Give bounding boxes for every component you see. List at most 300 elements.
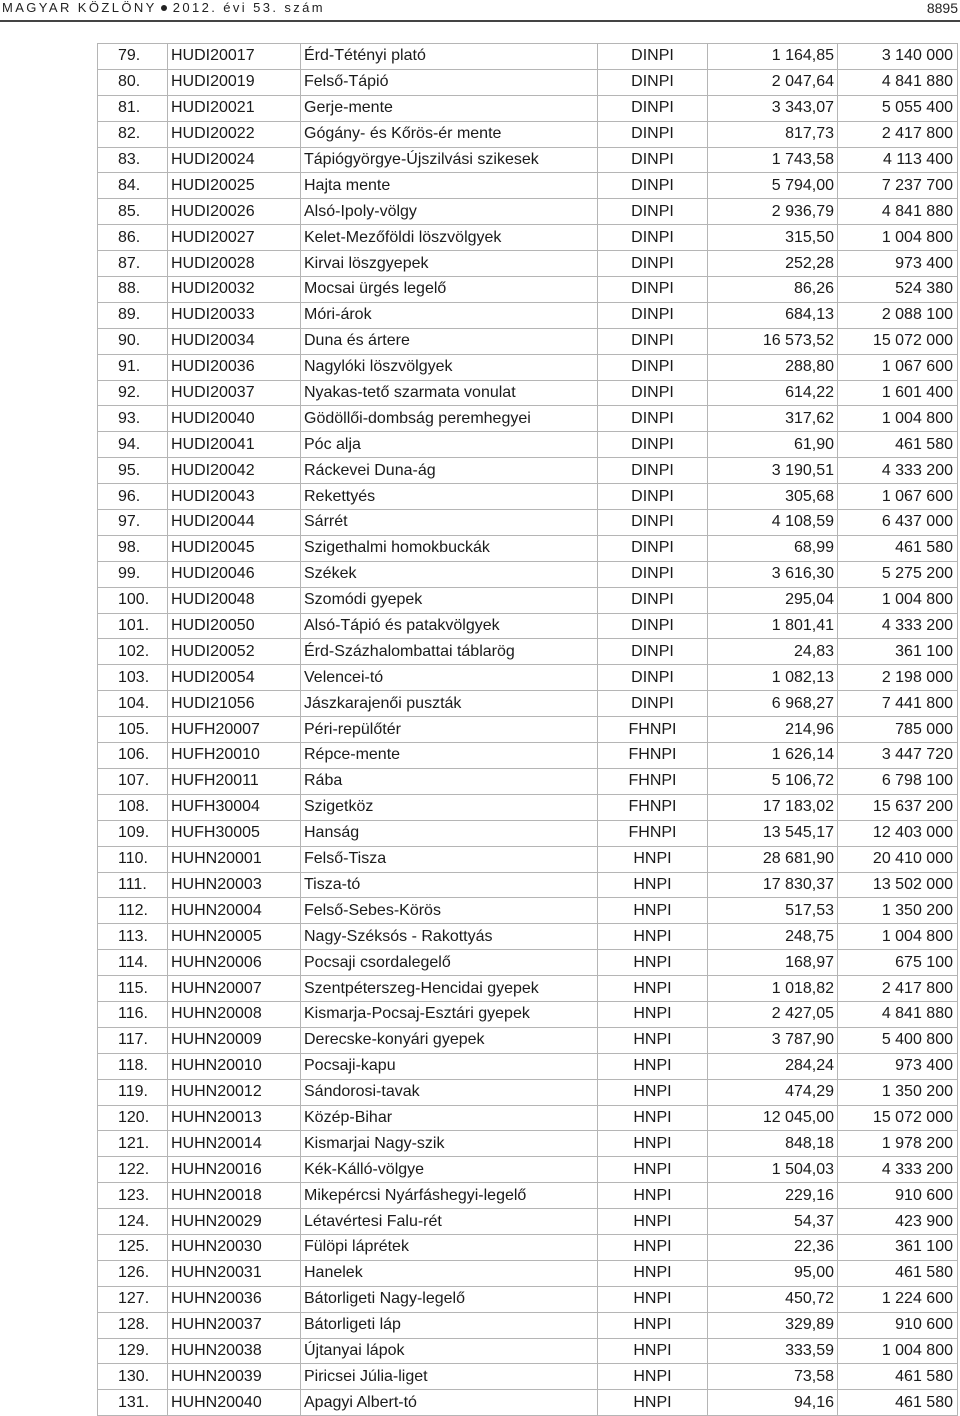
bullet-icon [161, 5, 167, 11]
area-value: 94,16 [708, 1390, 838, 1416]
area-value: 333,59 [708, 1338, 838, 1364]
area-value: 3 787,90 [708, 1027, 838, 1053]
area-value: 305,68 [708, 484, 838, 510]
directorate: HNPI [598, 1053, 708, 1079]
site-code: HUHN20038 [168, 1338, 301, 1364]
amount-value: 4 333 200 [838, 458, 958, 484]
directorate: DINPI [598, 95, 708, 121]
table-row [98, 302, 958, 328]
site-name: Létavértesi Falu-rét [301, 1209, 598, 1235]
directorate: HNPI [598, 1338, 708, 1364]
table-row [98, 535, 958, 561]
directorate: DINPI [598, 277, 708, 303]
directorate: HNPI [598, 1105, 708, 1131]
amount-value: 12 403 000 [838, 820, 958, 846]
area-value: 2 427,05 [708, 1001, 838, 1027]
amount-value: 1 601 400 [838, 380, 958, 406]
row-number: 88. [98, 277, 168, 303]
row-number: 82. [98, 121, 168, 147]
row-number: 100. [98, 587, 168, 613]
row-number: 96. [98, 484, 168, 510]
table-row [98, 1312, 958, 1338]
amount-value: 3 140 000 [838, 44, 958, 70]
row-number: 119. [98, 1079, 168, 1105]
site-code: HUDI20045 [168, 535, 301, 561]
site-code: HUHN20036 [168, 1286, 301, 1312]
amount-value: 15 072 000 [838, 1105, 958, 1131]
table-row [98, 1286, 958, 1312]
amount-value: 461 580 [838, 1364, 958, 1390]
directorate: DINPI [598, 510, 708, 536]
site-code: HUFH20007 [168, 717, 301, 743]
table-row [98, 173, 958, 199]
site-name: Gógány- és Kőrös-ér mente [301, 121, 598, 147]
row-number: 103. [98, 665, 168, 691]
amount-value: 2 198 000 [838, 665, 958, 691]
row-number: 128. [98, 1312, 168, 1338]
row-number: 83. [98, 147, 168, 173]
directorate: DINPI [598, 380, 708, 406]
directorate: FHNPI [598, 794, 708, 820]
table-row [98, 639, 958, 665]
directorate: DINPI [598, 535, 708, 561]
site-name: Szigetköz [301, 794, 598, 820]
row-number: 80. [98, 69, 168, 95]
table-row [98, 846, 958, 872]
amount-value: 675 100 [838, 950, 958, 976]
amount-value: 4 841 880 [838, 69, 958, 95]
amount-value: 910 600 [838, 1312, 958, 1338]
row-number: 113. [98, 924, 168, 950]
site-name: Újtanyai lápok [301, 1338, 598, 1364]
table-row [98, 820, 958, 846]
amount-value: 461 580 [838, 1390, 958, 1416]
area-value: 5 794,00 [708, 173, 838, 199]
row-number: 87. [98, 251, 168, 277]
directorate: HNPI [598, 950, 708, 976]
site-code: HUHN20018 [168, 1183, 301, 1209]
site-name: Nagy-Széksós - Rakottyás [301, 924, 598, 950]
row-number: 125. [98, 1234, 168, 1260]
site-name: Kék-Kálló-völgye [301, 1157, 598, 1183]
site-code: HUHN20008 [168, 1001, 301, 1027]
directorate: HNPI [598, 1183, 708, 1209]
area-value: 54,37 [708, 1209, 838, 1235]
directorate: DINPI [598, 251, 708, 277]
area-value: 295,04 [708, 587, 838, 613]
area-value: 3 343,07 [708, 95, 838, 121]
directorate: HNPI [598, 1131, 708, 1157]
amount-value: 5 055 400 [838, 95, 958, 121]
table-row [98, 924, 958, 950]
row-number: 127. [98, 1286, 168, 1312]
amount-value: 4 333 200 [838, 613, 958, 639]
row-number: 116. [98, 1001, 168, 1027]
directorate: HNPI [598, 846, 708, 872]
table-row [98, 898, 958, 924]
table-row [98, 691, 958, 717]
site-code: HUFH30005 [168, 820, 301, 846]
table-row [98, 69, 958, 95]
table-row [98, 794, 958, 820]
directorate: HNPI [598, 1286, 708, 1312]
amount-value: 6 437 000 [838, 510, 958, 536]
amount-value: 15 072 000 [838, 328, 958, 354]
directorate: DINPI [598, 406, 708, 432]
amount-value: 1 004 800 [838, 406, 958, 432]
directorate: DINPI [598, 691, 708, 717]
area-value: 214,96 [708, 717, 838, 743]
row-number: 130. [98, 1364, 168, 1390]
table-row [98, 458, 958, 484]
row-number: 126. [98, 1260, 168, 1286]
site-name: Kirvai löszgyepek [301, 251, 598, 277]
site-code: HUHN20001 [168, 846, 301, 872]
row-number: 104. [98, 691, 168, 717]
directorate: DINPI [598, 613, 708, 639]
site-name: Póc alja [301, 432, 598, 458]
site-code: HUHN20012 [168, 1079, 301, 1105]
table-row [98, 1209, 958, 1235]
table-row [98, 1053, 958, 1079]
directorate: DINPI [598, 639, 708, 665]
row-number: 91. [98, 354, 168, 380]
row-number: 90. [98, 328, 168, 354]
directorate: DINPI [598, 587, 708, 613]
row-number: 85. [98, 199, 168, 225]
amount-value: 4 841 880 [838, 1001, 958, 1027]
area-value: 284,24 [708, 1053, 838, 1079]
site-code: HUHN20040 [168, 1390, 301, 1416]
directorate: DINPI [598, 561, 708, 587]
table-row [98, 406, 958, 432]
site-name: Kelet-Mezőföldi löszvölgyek [301, 225, 598, 251]
amount-value: 1 004 800 [838, 924, 958, 950]
area-value: 86,26 [708, 277, 838, 303]
site-code: HUHN20029 [168, 1209, 301, 1235]
site-code: HUDI21056 [168, 691, 301, 717]
site-name: Szigethalmi homokbuckák [301, 535, 598, 561]
amount-value: 1 224 600 [838, 1286, 958, 1312]
area-value: 12 045,00 [708, 1105, 838, 1131]
site-name: Rába [301, 768, 598, 794]
site-name: Felső-Tisza [301, 846, 598, 872]
table-row [98, 665, 958, 691]
site-name: Felső-Sebes-Körös [301, 898, 598, 924]
row-number: 79. [98, 44, 168, 70]
amount-value: 4 333 200 [838, 1157, 958, 1183]
amount-value: 1 004 800 [838, 225, 958, 251]
amount-value: 6 798 100 [838, 768, 958, 794]
row-number: 115. [98, 976, 168, 1002]
row-number: 105. [98, 717, 168, 743]
site-code: HUDI20041 [168, 432, 301, 458]
amount-value: 1 004 800 [838, 1338, 958, 1364]
area-value: 848,18 [708, 1131, 838, 1157]
amount-value: 4 113 400 [838, 147, 958, 173]
amount-value: 361 100 [838, 1234, 958, 1260]
area-value: 1 504,03 [708, 1157, 838, 1183]
site-code: HUHN20004 [168, 898, 301, 924]
site-name: Székek [301, 561, 598, 587]
amount-value: 361 100 [838, 639, 958, 665]
site-name: Nyakas-tető szarmata vonulat [301, 380, 598, 406]
site-code: HUDI20044 [168, 510, 301, 536]
site-code: HUDI20048 [168, 587, 301, 613]
row-number: 108. [98, 794, 168, 820]
directorate: DINPI [598, 432, 708, 458]
directorate: DINPI [598, 302, 708, 328]
site-code: HUDI20034 [168, 328, 301, 354]
site-code: HUHN20014 [168, 1131, 301, 1157]
row-number: 98. [98, 535, 168, 561]
site-name: Ráckevei Duna-ág [301, 458, 598, 484]
area-value: 4 108,59 [708, 510, 838, 536]
row-number: 111. [98, 872, 168, 898]
directorate: FHNPI [598, 820, 708, 846]
area-value: 22,36 [708, 1234, 838, 1260]
site-name: Tápiógyörgye-Újszilvási szikesek [301, 147, 598, 173]
amount-value: 461 580 [838, 1260, 958, 1286]
amount-value: 973 400 [838, 1053, 958, 1079]
site-name: Érd-Tétényi plató [301, 44, 598, 70]
site-code: HUDI20025 [168, 173, 301, 199]
site-name: Fülöpi láprétek [301, 1234, 598, 1260]
amount-value: 4 841 880 [838, 199, 958, 225]
row-number: 118. [98, 1053, 168, 1079]
site-name: Péri-repülőtér [301, 717, 598, 743]
table-row [98, 976, 958, 1002]
directorate: HNPI [598, 1001, 708, 1027]
site-name: Hajta mente [301, 173, 598, 199]
site-name: Apagyi Albert-tó [301, 1390, 598, 1416]
amount-value: 1 067 600 [838, 354, 958, 380]
site-code: HUHN20037 [168, 1312, 301, 1338]
site-code: HUHN20039 [168, 1364, 301, 1390]
row-number: 122. [98, 1157, 168, 1183]
row-number: 129. [98, 1338, 168, 1364]
site-code: HUHN20003 [168, 872, 301, 898]
directorate: HNPI [598, 1027, 708, 1053]
directorate: DINPI [598, 173, 708, 199]
area-value: 288,80 [708, 354, 838, 380]
row-number: 123. [98, 1183, 168, 1209]
site-code: HUDI20040 [168, 406, 301, 432]
area-value: 61,90 [708, 432, 838, 458]
directorate: FHNPI [598, 743, 708, 769]
site-name: Sándorosi-tavak [301, 1079, 598, 1105]
site-code: HUFH20011 [168, 768, 301, 794]
site-code: HUDI20052 [168, 639, 301, 665]
area-value: 684,13 [708, 302, 838, 328]
table-row [98, 95, 958, 121]
site-code: HUDI20019 [168, 69, 301, 95]
table-row [98, 354, 958, 380]
table-row [98, 587, 958, 613]
site-code: HUDI20042 [168, 458, 301, 484]
amount-value: 973 400 [838, 251, 958, 277]
table-row [98, 1027, 958, 1053]
row-number: 97. [98, 510, 168, 536]
site-code: HUDI20026 [168, 199, 301, 225]
area-value: 329,89 [708, 1312, 838, 1338]
table-row [98, 251, 958, 277]
directorate: DINPI [598, 121, 708, 147]
area-value: 73,58 [708, 1364, 838, 1390]
table-row [98, 1131, 958, 1157]
table-row [98, 1234, 958, 1260]
area-value: 95,00 [708, 1260, 838, 1286]
row-number: 95. [98, 458, 168, 484]
site-code: HUHN20009 [168, 1027, 301, 1053]
area-value: 168,97 [708, 950, 838, 976]
row-number: 102. [98, 639, 168, 665]
area-value: 248,75 [708, 924, 838, 950]
row-number: 92. [98, 380, 168, 406]
site-name: Felső-Tápió [301, 69, 598, 95]
row-number: 109. [98, 820, 168, 846]
amount-value: 15 637 200 [838, 794, 958, 820]
header-rule [0, 20, 960, 22]
amount-value: 910 600 [838, 1183, 958, 1209]
site-code: HUFH20010 [168, 743, 301, 769]
table-row [98, 44, 958, 70]
area-value: 1 626,14 [708, 743, 838, 769]
row-number: 101. [98, 613, 168, 639]
area-value: 517,53 [708, 898, 838, 924]
amount-value: 7 237 700 [838, 173, 958, 199]
area-value: 817,73 [708, 121, 838, 147]
row-number: 84. [98, 173, 168, 199]
table-row [98, 328, 958, 354]
directorate: HNPI [598, 1157, 708, 1183]
row-number: 86. [98, 225, 168, 251]
area-value: 13 545,17 [708, 820, 838, 846]
row-number: 106. [98, 743, 168, 769]
amount-value: 2 088 100 [838, 302, 958, 328]
site-code: HUDI20017 [168, 44, 301, 70]
table-row [98, 1338, 958, 1364]
area-value: 1 018,82 [708, 976, 838, 1002]
table-row [98, 147, 958, 173]
area-value: 614,22 [708, 380, 838, 406]
directorate: DINPI [598, 44, 708, 70]
site-name: Közép-Bihar [301, 1105, 598, 1131]
site-code: HUDI20046 [168, 561, 301, 587]
table-row [98, 613, 958, 639]
site-code: HUDI20043 [168, 484, 301, 510]
site-name: Pocsaji csordalegelő [301, 950, 598, 976]
table-row [98, 199, 958, 225]
area-value: 474,29 [708, 1079, 838, 1105]
row-number: 121. [98, 1131, 168, 1157]
amount-value: 2 417 800 [838, 121, 958, 147]
directorate: DINPI [598, 484, 708, 510]
row-number: 131. [98, 1390, 168, 1416]
area-value: 2 936,79 [708, 199, 838, 225]
directorate: HNPI [598, 1079, 708, 1105]
site-name: Jászkarajenői puszták [301, 691, 598, 717]
site-code: HUDI20027 [168, 225, 301, 251]
amount-value: 1 067 600 [838, 484, 958, 510]
directorate: DINPI [598, 69, 708, 95]
site-code: HUHN20010 [168, 1053, 301, 1079]
records-table-body [98, 44, 958, 1416]
site-code: HUFH30004 [168, 794, 301, 820]
table-row [98, 277, 958, 303]
site-name: Érd-Százhalombattai táblarög [301, 639, 598, 665]
row-number: 99. [98, 561, 168, 587]
directorate: HNPI [598, 976, 708, 1002]
site-code: HUDI20024 [168, 147, 301, 173]
site-name: Piricsei Júlia-liget [301, 1364, 598, 1390]
area-value: 6 968,27 [708, 691, 838, 717]
area-value: 17 830,37 [708, 872, 838, 898]
area-value: 1 743,58 [708, 147, 838, 173]
area-value: 2 047,64 [708, 69, 838, 95]
directorate: HNPI [598, 1234, 708, 1260]
table-row [98, 380, 958, 406]
area-value: 315,50 [708, 225, 838, 251]
site-name: Répce-mente [301, 743, 598, 769]
site-code: HUHN20005 [168, 924, 301, 950]
site-name: Derecske-konyári gyepek [301, 1027, 598, 1053]
site-name: Hanelek [301, 1260, 598, 1286]
directorate: FHNPI [598, 768, 708, 794]
site-name: Duna és ártere [301, 328, 598, 354]
row-number: 117. [98, 1027, 168, 1053]
row-number: 124. [98, 1209, 168, 1235]
area-value: 16 573,52 [708, 328, 838, 354]
area-value: 68,99 [708, 535, 838, 561]
directorate: DINPI [598, 199, 708, 225]
directorate: HNPI [598, 1209, 708, 1235]
site-name: Nagylóki löszvölgyek [301, 354, 598, 380]
site-name: Alsó-Ipoly-völgy [301, 199, 598, 225]
directorate: HNPI [598, 1364, 708, 1390]
area-value: 450,72 [708, 1286, 838, 1312]
directorate: DINPI [598, 354, 708, 380]
table-row [98, 1183, 958, 1209]
area-value: 229,16 [708, 1183, 838, 1209]
directorate: DINPI [598, 225, 708, 251]
table-row [98, 561, 958, 587]
site-code: HUHN20016 [168, 1157, 301, 1183]
directorate: DINPI [598, 665, 708, 691]
row-number: 107. [98, 768, 168, 794]
site-name: Bátorligeti Nagy-legelő [301, 1286, 598, 1312]
table-row [98, 1105, 958, 1131]
page-header [0, 0, 960, 20]
table-row [98, 1001, 958, 1027]
amount-value: 1 350 200 [838, 898, 958, 924]
amount-value: 423 900 [838, 1209, 958, 1235]
table-row [98, 484, 958, 510]
site-name: Sárrét [301, 510, 598, 536]
site-name: Szentpéterszeg-Hencidai gyepek [301, 976, 598, 1002]
table-row [98, 1390, 958, 1416]
directorate: DINPI [598, 328, 708, 354]
site-code: HUDI20033 [168, 302, 301, 328]
area-value: 28 681,90 [708, 846, 838, 872]
area-value: 5 106,72 [708, 768, 838, 794]
table-row [98, 717, 958, 743]
site-name: Kismarja-Pocsaj-Esztári gyepek [301, 1001, 598, 1027]
row-number: 120. [98, 1105, 168, 1131]
directorate: DINPI [598, 147, 708, 173]
site-code: HUDI20050 [168, 613, 301, 639]
directorate: HNPI [598, 898, 708, 924]
